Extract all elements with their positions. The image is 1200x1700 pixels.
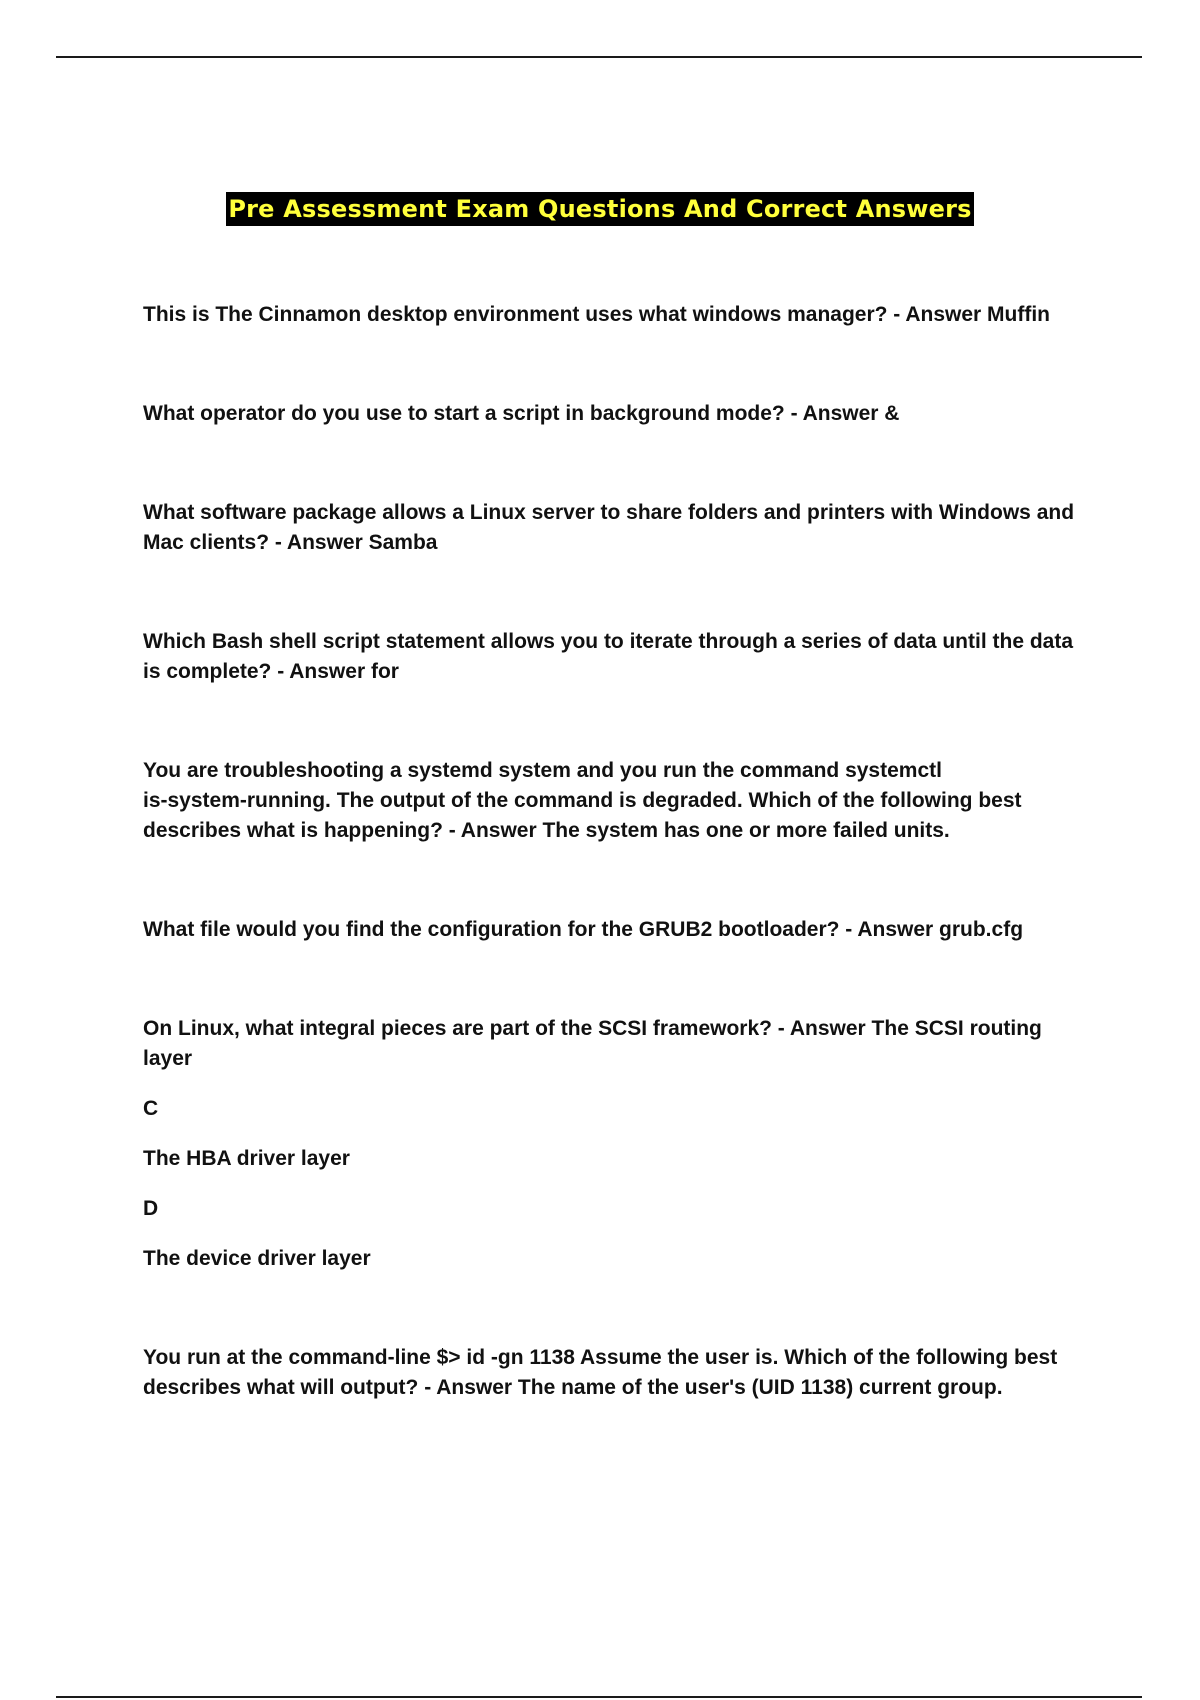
qa-item-7-option-c: C: [143, 1097, 159, 1120]
qa-item-5: [143, 756, 1088, 846]
qa-item-3: What software package allows a Linux server to share folders and printers with Windows and Mac clients? - Answer Samba: [143, 501, 1075, 554]
title-container: [0, 192, 1200, 226]
qa-item-5-line-2: is-system-running. The output of the command is degraded. Which of the following best describes what is happening? - Answer The system has one or more failed units.: [143, 789, 1022, 842]
qa-item-7-option-d-text: The device driver layer: [143, 1247, 371, 1270]
qa-item-4: Which Bash shell script statement allows you to iterate through a series of data until the data is complete? - Answer for: [143, 630, 1074, 683]
qa-item-1: This is The Cinnamon desktop environment uses what windows manager? - Answer Muffin: [143, 303, 1050, 326]
document-title: Pre Assessment Exam Questions And Correct Answers: [226, 192, 973, 226]
qa-item-6: What file would you find the configuration for the GRUB2 bootloader? - Answer grub.cfg: [143, 918, 1024, 941]
qa-item-2: What operator do you use to start a script in background mode? - Answer &: [143, 402, 900, 425]
header-rule: [56, 56, 1142, 58]
qa-item-7-option-d: D: [143, 1197, 159, 1220]
footer-rule: [56, 1696, 1142, 1698]
qa-item-7: On Linux, what integral pieces are part of the SCSI framework? - Answer The SCSI routing layer: [143, 1017, 1042, 1070]
qa-item-5-line-1: You are troubleshooting a systemd system and you run the command systemctl: [143, 759, 942, 782]
qa-list: [143, 300, 1088, 1403]
qa-item-8: You run at the command-line $> id -gn 1138 Assume the user is. Which of the following best describes what will output? - Answer The name of the user's (UID 1138) current group.: [143, 1346, 1058, 1399]
qa-item-7-option-c-text: The HBA driver layer: [143, 1147, 350, 1170]
